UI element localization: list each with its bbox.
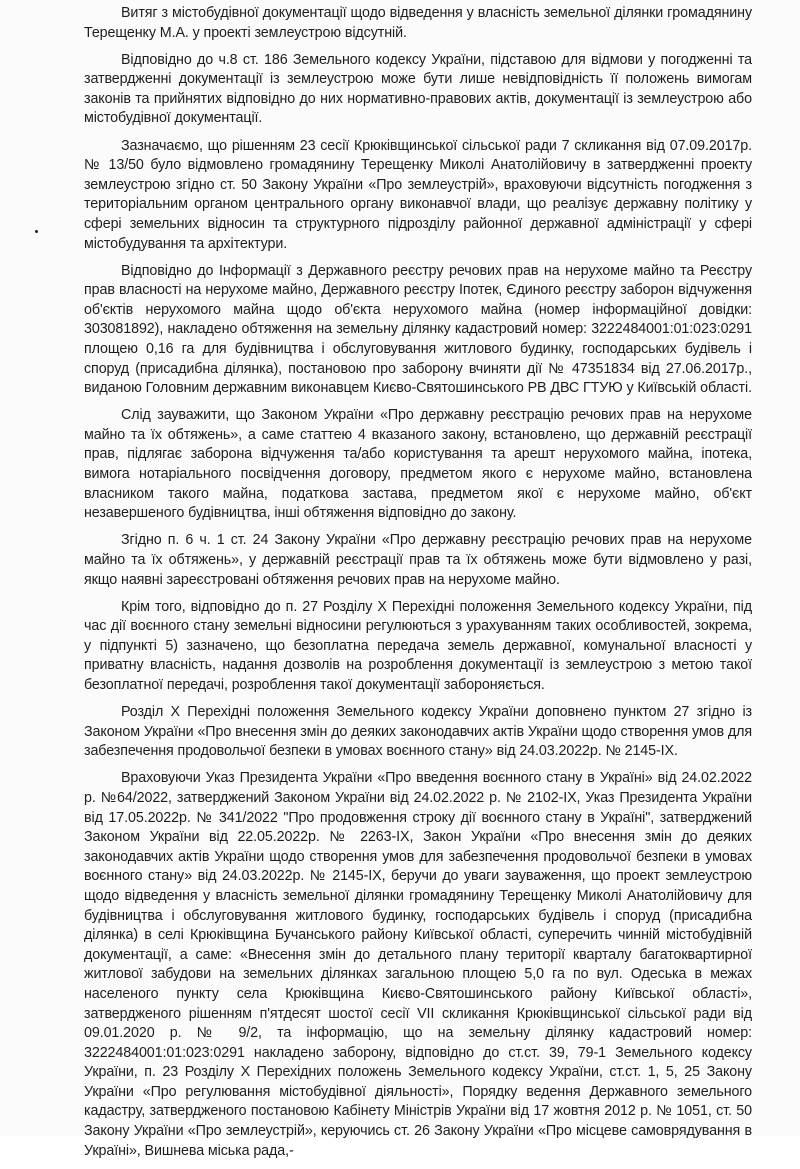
paragraph-registry-information: Відповідно до Інформації з Державного реєстру речових прав на нерухоме майно та Реєстру прав власності на нерухоме майно, Державного реєстру Іпотек, Єдиного реєстру заборон відчуження об'єктів нерухомого майна щодо об'єкта нерухомого майна (номер інформаційної довідки: 303081892), накладено обтяження на земельну ділянку кадастровий номер: 3222484001:01:023:0291 площею 0,16 га для будівництва і обслуговування житлового будинку, господарських будівель і споруд (присадибна ділянка), постановою про заборону вчиняти дії № 47351834 від 27.06.2017р., виданою Головним державним виконавцем Києво-Святошинського РВ ДВС ГТУЮ у Київській області. <box>84 262 752 397</box>
document-body <box>84 4 752 1169</box>
paragraph-martial-law-provisions: Крім того, відповідно до п. 27 Розділу X Перехідні положення Земельного кодексу України, під час дії воєнного стану земельні відносини регулюються з урахуванням таких особливостей, зокрема, у підпункті 5) зазначено, що безоплатна передача земель державної, комунальної власності у приватну власність, надання дозволів на розроблення документації із землеустрою з метою такої безоплатної передачі, розроблення такої документації забороняється. <box>84 598 752 693</box>
paragraph-land-code-art-186: Відповідно до ч.8 ст. 186 Земельного кодексу України, підставою для відмови у погодженні та затвердженні документації із землеустрою може бути лише невідповідність її положень вимогам законів та прийнятих відповідно до них нормативно-правових актів, документації із землеустрою або містобудівної документації. <box>84 51 752 127</box>
paragraph-council-decision: Зазначаємо, що рішенням 23 сесії Крюківщинської сільської ради 7 скликання від 07.09.2017р. № 13/50 було відмовлено громадянину Терещенку Миколі Анатолійовичу в затвердженні проекту землеустрою згідно ст. 50 Закону України «Про землеустрій», враховуючи відсутність погодження з територіальним органом центрального органу виконавчої влади, що реалізує державну політику у сфері земельних відносин та структурного підрозділу районної державної адміністрації у сфері містобудування та архітектури. <box>84 137 752 252</box>
paragraph-considering-decrees: Враховуючи Указ Президента України «Про введення воєнного стану в Україні» від 24.02.2022 р. №64/2022, затверджений Законом України від 24.02.2022 р. № 2102-IX, Указ Президента України від 17.05.2022р. № 341/2022 "Про продовження строку дії воєнного стану в Україні", затверджений Законом України від 22.05.2022р. № 2263-IX, Закон України «Про внесення змін до деяких законодавчих актів України щодо створення умов для забезпечення продовольчої безпеки в умовах воєнного стану» від 24.03.2022р. № 2145-IX, беручи до уваги зауваження, що проект землеустрою щодо відведення у власність земельної ділянки громадянину Терещенку Миколі Анатолійовичу для будівництва і обслуговування житлового будинку, господарських будівель і споруд (присадибна ділянка) в селі Крюківщина Бучанського району Київської області, суперечить чинній містобудівній документації, а саме: «Внесення змін до детального плану території кварталу багатоквартирної житлової забудови на земельних ділянках загальною площею 5,0 га по вул. Одеська в межах населеного пункту села Крюківщина Києво-Святошинського району Київської області», затвердженого рішенням п'ятдесят шостої сесії VII скликання Крюківщинської сільської ради від 09.01.2020 р. № 9/2, та інформацію, що на земельну ділянку кадастровий номер: 3222484001:01:023:0291 накладено заборону, відповідно до ст.ст. 39, 79-1 Земельного кодексу України, п. 23 Розділу X Перехідних положень Земельного кодексу України, ст.ст. 1, 5, 25 Закону України «Про регулювання містобудівної діяльності», Порядку ведення Державного земельного кадастру, затвердженого постановою Кабінету Міністрів України від 17 жовтня 2012 р. № 1051, ст. 50 Закону України «Про землеустрій», керуючись ст. 26 Закону України «Про місцеве самоврядування в Україні», Вишнева міська рада,- <box>84 770 752 1159</box>
scan-speck <box>35 230 38 233</box>
paragraph-extract-absent: Витяг з містобудівної документації щодо відведення у власність земельної ділянки громадянину Терещенку М.А. у проекті землеустрою відсутній. <box>84 5 752 41</box>
paragraph-registration-law-art-4: Слід зауважити, що Законом України «Про державну реєстрацію речових прав на нерухоме майно та їх обтяжень», а саме статтею 4 вказаного закону, встановлено, що державній реєстрації прав, підлягає заборона відчуження та/або користування та арешт нерухомого майна, іпотека, вимога нотаріального посвідчення договору, предметом якого є нерухоме майно, встановлена власником такого майна, податкова застава, предметом якої є нерухоме майно, об'єкт незавершеного будівництва, інші обтяження відповідно до закону. <box>84 407 752 522</box>
paragraph-registration-law-art-24: Згідно п. 6 ч. 1 ст. 24 Закону України «Про державну реєстрацію речових прав на нерухоме майно та їх обтяжень», у державній реєстрації прав та їх обтяжень може бути відмовлено у разі, якщо наявні зареєстровані обтяження речових прав на нерухоме майно. <box>84 532 752 588</box>
paragraph-section-x-amendment: Розділ X Перехідні положення Земельного кодексу України доповнено пунктом 27 згідно із Законом України «Про внесення змін до деяких законодавчих актів України щодо створення умов для забезпечення продовольчої безпеки в умовах воєнного стану» від 24.03.2022р. № 2145-IX. <box>84 704 752 760</box>
